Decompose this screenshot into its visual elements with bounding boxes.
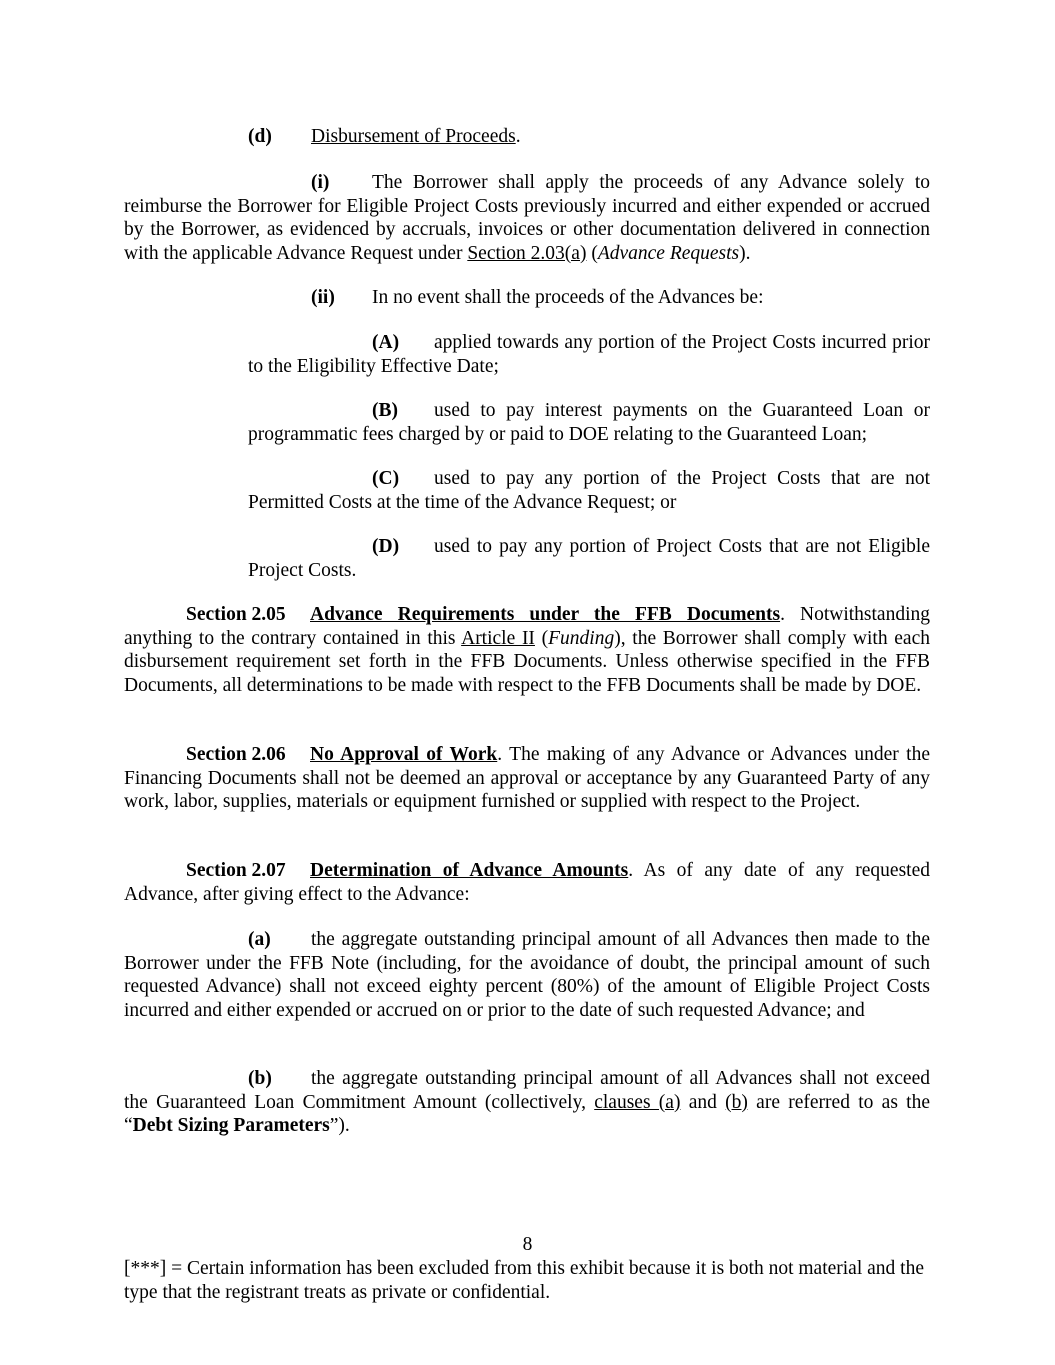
section-2-05-number: Section 2.05 <box>186 604 286 625</box>
sub-item-c: (C) used to pay any portion of the Project Costs that are not Permitted Costs at the time of the Advance Request; or <box>248 468 930 513</box>
clauses-a-reference: clauses (a) <box>594 1091 681 1113</box>
clause-d-i-label: (i) <box>311 172 330 193</box>
article-ii-reference: Article II <box>461 627 535 649</box>
clause-d-ii-label: (ii) <box>311 287 335 308</box>
clause-d-heading: (d) Disbursement of Proceeds. <box>248 126 521 147</box>
defined-term-debt-sizing-parameters: Debt Sizing Parameters <box>132 1115 330 1136</box>
section-2-05: Section 2.05 Advance Requirements under the FFB Documents. Notwithstanding anything to the contrary contained in this Article II (Funding), the Borrower shall comply with each disbursement requirement set forth in the FFB Documents. Unless otherwise specified in the FFB Documents, all determinations to be made with respect to the FFB Documents shall be made by DOE. <box>124 604 931 696</box>
section-2-07-number: Section 2.07 <box>186 860 286 881</box>
section-2-06: Section 2.06 No Approval of Work. The making of any Advance or Advances under the Financing Documents shall not be deemed an approval or acceptance by any Guaranteed Party of any work, labor, supplies, materials or equipment furnished or supplied with respect to the Project. <box>124 744 930 812</box>
clause-d-ii: (ii) In no event shall the proceeds of the Advances be: <box>311 287 764 308</box>
clause-d-label: (d) <box>248 126 272 147</box>
clause-a: (a) the aggregate outstanding principal amount of all Advances then made to the Borrower under the FFB Note (including, for the avoidance of doubt, the principal amount of such requested Advance) shall not exceed eighty percent (80%) of the amount of Eligible Project Costs incurred and either expended or accrued on or prior to the date of such requested Advance; and <box>124 929 930 1021</box>
clause-b-reference: (b) <box>725 1091 748 1113</box>
section-2-05-title: Advance Requirements under the FFB Documents <box>310 604 781 625</box>
clause-a-label: (a) <box>248 929 271 950</box>
section-2-07: Section 2.07 Determination of Advance Amounts. As of any date of any requested Advance, after giving effect to the Advance: <box>124 860 931 905</box>
sub-item-b: (B) used to pay interest payments on the Guaranteed Loan or programmatic fees charged by or paid to DOE relating to the Guaranteed Loan; <box>248 400 930 445</box>
sub-item-a: (A) applied towards any portion of the Project Costs incurred prior to the Eligibility Effective Date; <box>248 332 930 377</box>
section-2-03a-reference: Section 2.03(a) <box>467 242 587 264</box>
section-2-06-number: Section 2.06 <box>186 744 286 765</box>
sub-item-d: (D) used to pay any portion of Project Costs that are not Eligible Project Costs. <box>248 536 930 581</box>
page-number: 8 <box>522 1234 533 1255</box>
section-2-07-title: Determination of Advance Amounts <box>310 860 629 881</box>
clause-b: (b) the aggregate outstanding principal amount of all Advances shall not exceed the Guaranteed Loan Commitment Amount (collectively, clauses (a) and (b) are referred to as the “Debt Sizing Parameters”). <box>124 1068 931 1136</box>
section-2-06-title: No Approval of Work <box>310 744 498 765</box>
clause-d-title: Disbursement of Proceeds <box>311 126 516 147</box>
confidentiality-footnote: [***] = Certain information has been excluded from this exhibit because it is both not material and the type that the registrant treats as private or confidential. <box>124 1258 924 1303</box>
clause-d-i: (i) The Borrower shall apply the proceeds of any Advance solely to reimburse the Borrower for Eligible Project Costs previously incurred and either expended or accrued by the Borrower, as evidenced by accruals, invoices or other documentation delivered in connection with the applicable Advance Request under Section 2.03(a) (Advance Requests). <box>124 172 930 264</box>
clause-b-label: (b) <box>248 1068 272 1089</box>
